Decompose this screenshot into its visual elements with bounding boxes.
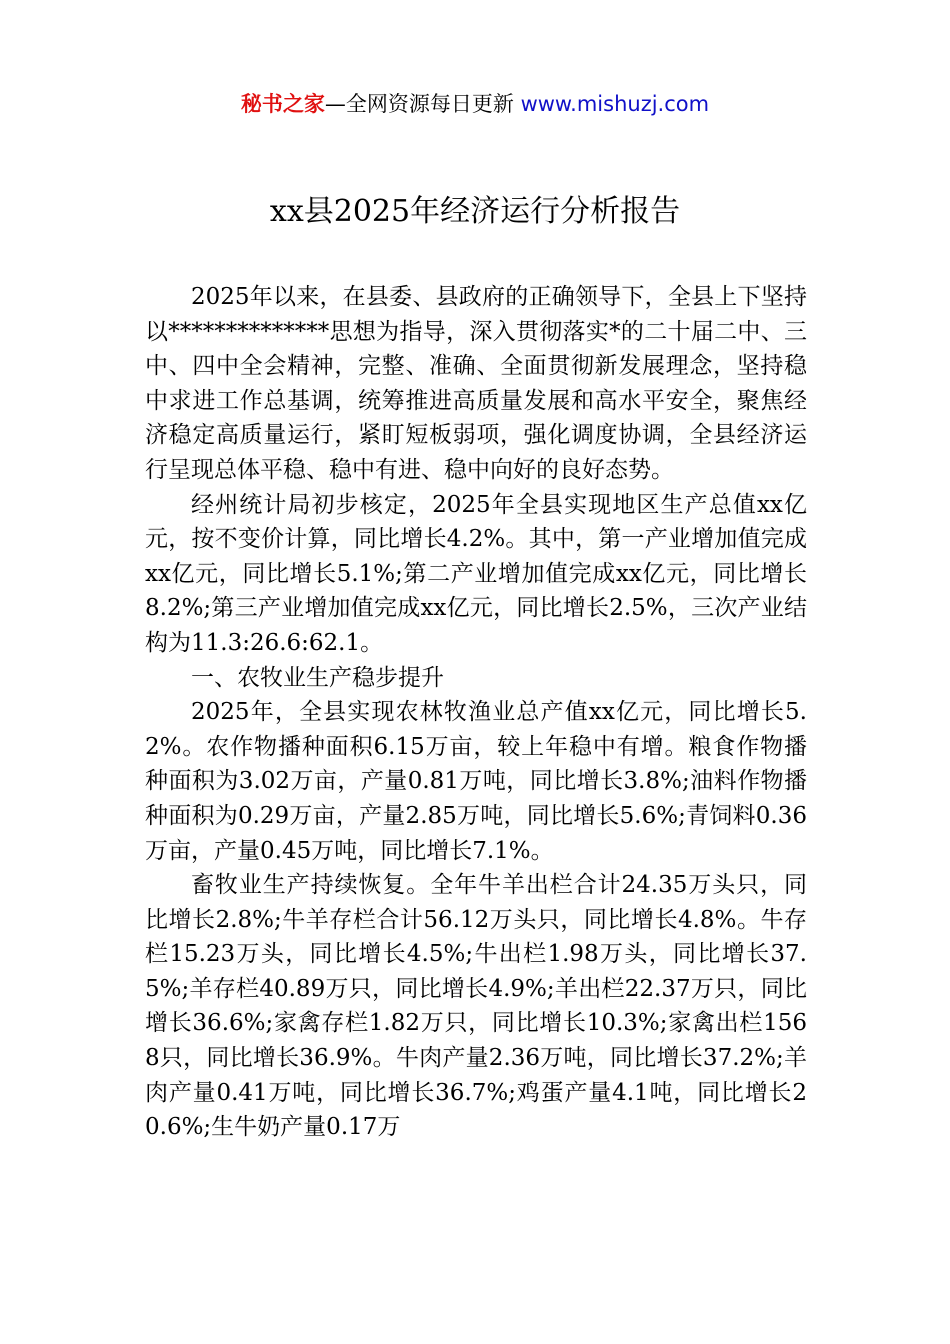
paragraph-intro: 2025年以来，在县委、县政府的正确领导下，全县上下坚持以**************思想为指导，深入贯彻落实*的二十届二中、三中、四中全会精神，完整、准确、全面贯彻新发展理念，坚持稳中求进工作总基调，统筹推进高质量发展和高水平安全，聚焦经济稳定高质量运行，紧盯短板弱项，强化调度协调，全县经济运行呈现总体平稳、稳中有进、稳中向好的良好态势。: [145, 284, 807, 483]
site-header: [0, 88, 950, 120]
site-url-link[interactable]: www.mishuzj.com: [520, 92, 710, 116]
site-tagline: —全网资源每日更新: [324, 92, 521, 116]
paragraph-gdp: 经州统计局初步核定，2025年全县实现地区生产总值xx亿元，按不变价计算，同比增长4.2%。其中，第一产业增加值完成xx亿元，同比增长5.1%;第二产业增加值完成xx亿元，同比增长8.2%;第三产业增加值完成xx亿元，同比增长2.5%，三次产业结构为11.3:26.6:62.1。: [145, 491, 807, 656]
section-heading-agriculture: 一、农牧业生产稳步提升: [191, 664, 444, 691]
document-title: xx县2025年经济运行分析报告: [269, 194, 681, 229]
site-brand: 秘书之家: [240, 92, 325, 116]
paragraph-agriculture: 2025年，全县实现农林牧渔业总产值xx亿元，同比增长5.2%。农作物播种面积6.15万亩，较上年稳中有增。粮食作物播种面积为3.02万亩，产量0.81万吨，同比增长3.8%;油料作物播种面积为0.29万亩，产量2.85万吨，同比增长5.6%;青饲料0.36万亩，产量0.45万吨，同比增长7.1%。: [145, 699, 807, 864]
paragraph-livestock: 畜牧业生产持续恢复。全年牛羊出栏合计24.35万头只，同比增长2.8%;牛羊存栏合计56.12万头只，同比增长4.8%。牛存栏15.23万头，同比增长4.5%;牛出栏1.98万头，同比增长37.5%;羊存栏40.89万只，同比增长4.9%;羊出栏22.37万只，同比增长36.6%;家禽存栏1.82万只，同比增长10.3%;家禽出栏1568只，同比增长36.9%。牛肉产量2.36万吨，同比增长37.2%;羊肉产量0.41万吨，同比增长36.7%;鸡蛋产量4.1吨，同比增长20.6%;生牛奶产量0.17万: [145, 872, 807, 1141]
document-body: [145, 280, 807, 1145]
